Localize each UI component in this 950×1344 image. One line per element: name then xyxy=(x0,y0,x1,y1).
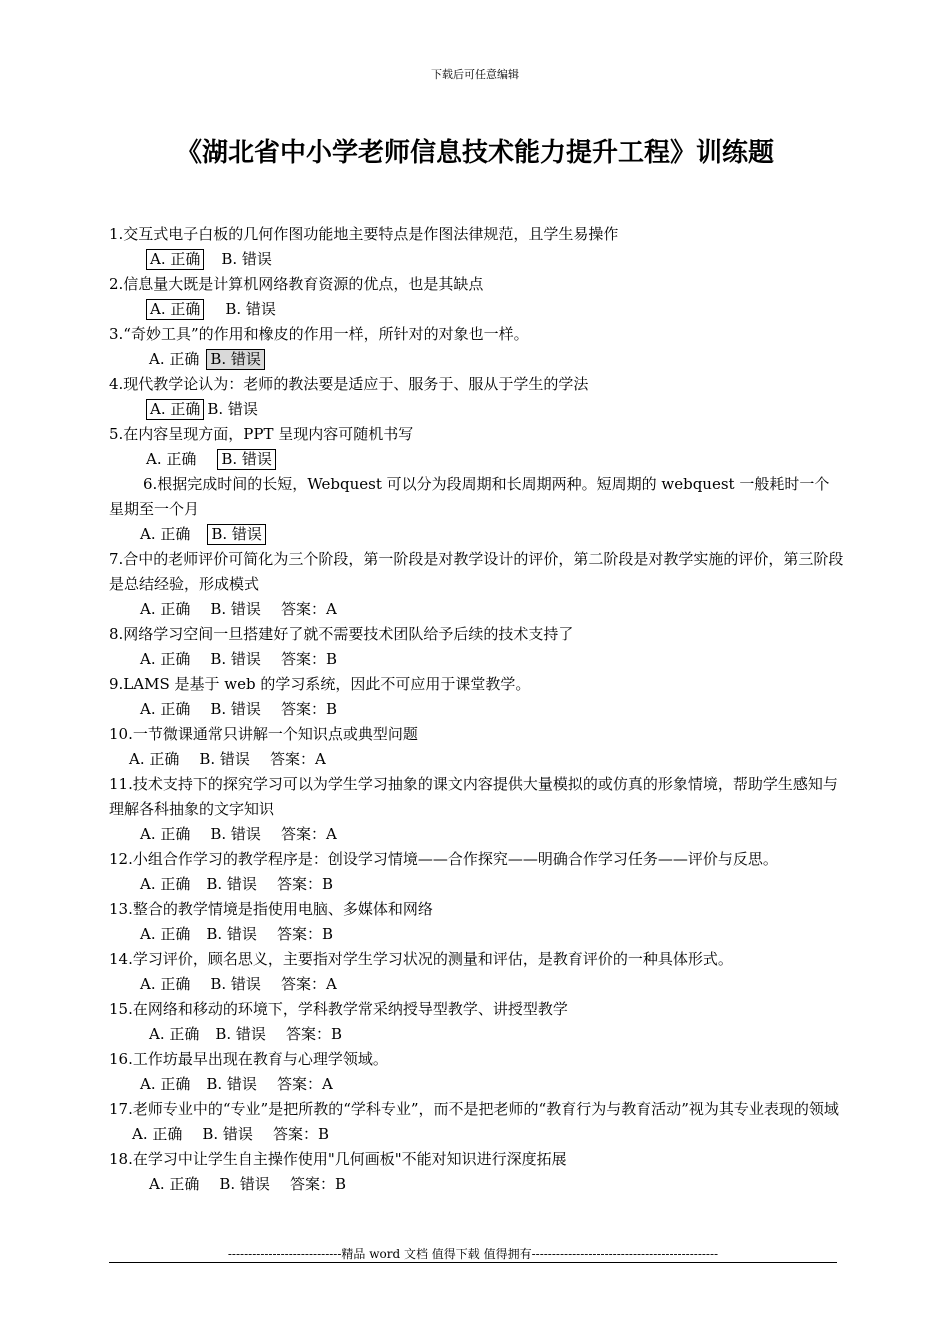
option-b[interactable]: B. 错误 xyxy=(210,975,261,993)
answer-options xyxy=(109,1072,844,1097)
answer-options xyxy=(109,697,844,722)
option-a[interactable]: A. 正确 xyxy=(140,525,191,543)
question-text: 5.在内容呈现方面，PPT 呈现内容可随机书写 xyxy=(109,425,414,443)
option-b[interactable]: B. 错误 xyxy=(207,524,266,545)
question-item xyxy=(109,897,844,947)
answer-options xyxy=(109,872,844,897)
option-a[interactable]: A. 正确 xyxy=(140,875,191,893)
option-a[interactable]: A. 正确 xyxy=(149,1175,200,1193)
answer-options xyxy=(109,247,844,272)
answer-options xyxy=(109,447,844,472)
answer-options xyxy=(109,922,844,947)
question-item xyxy=(109,772,844,847)
option-b[interactable]: B. 错误 xyxy=(210,700,261,718)
option-b[interactable]: B. 错误 xyxy=(206,349,265,370)
option-b[interactable]: B. 错误 xyxy=(207,400,258,418)
option-a[interactable]: A. 正确 xyxy=(146,399,204,420)
question-item xyxy=(109,997,844,1047)
option-b[interactable]: B. 错误 xyxy=(217,449,276,470)
answer-options xyxy=(109,297,844,322)
question-text: 7.合中的老师评价可简化为三个阶段，第一阶段是对教学设计的评价，第二阶段是对教学实施的评价，第三阶段是总结经验，形成模式 xyxy=(109,550,844,593)
footer-text: ----------------------------精品 word 文档 值得下载 值得拥有---------------------------------------------- xyxy=(227,1247,719,1261)
option-b[interactable]: B. 错误 xyxy=(219,1175,270,1193)
option-a[interactable]: A. 正确 xyxy=(146,299,204,320)
question-text: 8.网络学习空间一旦搭建好了就不需要技术团队给予后续的技术支持了 xyxy=(109,625,574,643)
question-item xyxy=(109,372,844,422)
page-title: 《湖北省中小学老师信息技术能力提升工程》训练题 xyxy=(175,138,774,168)
question-item xyxy=(109,947,844,997)
question-item xyxy=(109,1047,844,1097)
option-b[interactable]: B. 错误 xyxy=(199,750,250,768)
question-text: 18.在学习中让学生自主操作使用"几何画板"不能对知识进行深度拓展 xyxy=(109,1150,567,1168)
option-b[interactable]: B. 错误 xyxy=(210,650,261,668)
answer-options xyxy=(109,1122,844,1147)
question-item xyxy=(109,472,844,547)
question-item xyxy=(109,722,844,772)
question-text: 1.交互式电子白板的几何作图功能地主要特点是作图法律规范，且学生易操作 xyxy=(109,225,619,243)
question-text: 16.工作坊最早出现在教育与心理学领域。 xyxy=(109,1050,388,1068)
option-a[interactable]: A. 正确 xyxy=(140,600,191,618)
answer-options xyxy=(109,972,844,997)
question-item xyxy=(109,547,844,622)
option-a[interactable]: A. 正确 xyxy=(146,249,204,270)
question-item xyxy=(109,672,844,722)
question-text: 14.学习评价，顾名思义，主要指对学生学习状况的测量和评估，是教育评价的一种具体形式。 xyxy=(109,950,733,968)
question-item xyxy=(109,1097,844,1147)
answer-options xyxy=(109,747,844,772)
option-b[interactable]: B. 错误 xyxy=(221,250,272,268)
question-item xyxy=(109,1147,844,1197)
answer-key: 答案：B xyxy=(285,1025,342,1043)
answer-options xyxy=(109,822,844,847)
option-b[interactable]: B. 错误 xyxy=(225,300,276,318)
question-text: 2.信息量大既是计算机网络教育资源的优点，也是其缺点 xyxy=(109,275,484,293)
option-a[interactable]: A. 正确 xyxy=(140,650,191,668)
question-item xyxy=(109,622,844,672)
question-list xyxy=(109,222,844,1197)
question-text: 11.技术支持下的探究学习可以为学生学习抽象的课文内容提供大量模拟的或仿真的形象情境，帮助学生感知与理解各科抽象的文字知识 xyxy=(109,775,838,818)
answer-options xyxy=(109,1022,844,1047)
answer-key: 答案：B xyxy=(289,1175,346,1193)
answer-options xyxy=(109,1172,844,1197)
option-a[interactable]: A. 正确 xyxy=(140,1075,191,1093)
option-a[interactable]: A. 正确 xyxy=(149,350,200,368)
header-note: 下载后可任意编辑 xyxy=(431,68,519,81)
question-text: 17.老师专业中的“专业”是把所教的“学科专业”，而不是把老师的“教育行为与教育活动”视为其专业表现的领域 xyxy=(109,1100,839,1118)
question-item xyxy=(109,847,844,897)
option-b[interactable]: B. 错误 xyxy=(210,825,261,843)
answer-key: 答案：A xyxy=(280,825,337,843)
option-a[interactable]: A. 正确 xyxy=(140,825,191,843)
question-item xyxy=(109,422,844,472)
option-a[interactable]: A. 正确 xyxy=(140,925,191,943)
question-text: 13.整合的教学情境是指使用电脑、多媒体和网络 xyxy=(109,900,433,918)
answer-options xyxy=(109,397,844,422)
option-a[interactable]: A. 正确 xyxy=(132,1125,183,1143)
answer-options xyxy=(109,597,844,622)
question-text: 6.根据完成时间的长短，Webquest 可以分为段周期和长周期两种。短周期的 webquest 一般耗时一个星期至一个月 xyxy=(109,475,830,518)
answer-key: 答案：A xyxy=(269,750,326,768)
question-item xyxy=(109,222,844,272)
answer-key: 答案：B xyxy=(272,1125,329,1143)
answer-key: 答案：B xyxy=(276,875,333,893)
footer-rule xyxy=(109,1262,837,1263)
question-text: 12.小组合作学习的教学程序是：创设学习情境——合作探究——明确合作学习任务——评价与反思。 xyxy=(109,850,778,868)
option-b[interactable]: B. 错误 xyxy=(210,600,261,618)
question-text: 4.现代教学论认为：老师的教法要是适应于、服务于、服从于学生的学法 xyxy=(109,375,589,393)
option-b[interactable]: B. 错误 xyxy=(206,925,257,943)
question-item xyxy=(109,272,844,322)
option-a[interactable]: A. 正确 xyxy=(146,450,197,468)
option-b[interactable]: B. 错误 xyxy=(215,1025,266,1043)
option-a[interactable]: A. 正确 xyxy=(149,1025,200,1043)
option-a[interactable]: A. 正确 xyxy=(140,975,191,993)
option-a[interactable]: A. 正确 xyxy=(140,700,191,718)
answer-options xyxy=(109,522,844,547)
option-a[interactable]: A. 正确 xyxy=(129,750,180,768)
answer-key: 答案：B xyxy=(280,700,337,718)
answer-key: 答案：B xyxy=(280,650,337,668)
question-text: 9.LAMS 是基于 web 的学习系统，因此不可应用于课堂教学。 xyxy=(109,675,531,693)
answer-key: 答案：A xyxy=(276,1075,333,1093)
question-item xyxy=(109,322,844,372)
answer-key: 答案：A xyxy=(280,975,337,993)
option-b[interactable]: B. 错误 xyxy=(206,1075,257,1093)
question-text: 15.在网络和移动的环境下，学科教学常采纳授导型教学、讲授型教学 xyxy=(109,1000,568,1018)
option-b[interactable]: B. 错误 xyxy=(206,875,257,893)
answer-options xyxy=(109,347,844,372)
answer-key: 答案：B xyxy=(276,925,333,943)
answer-options xyxy=(109,647,844,672)
option-b[interactable]: B. 错误 xyxy=(202,1125,253,1143)
question-text: 10.一节微课通常只讲解一个知识点或典型问题 xyxy=(109,725,418,743)
answer-key: 答案：A xyxy=(280,600,337,618)
question-text: 3.“奇妙工具”的作用和橡皮的作用一样，所针对的对象也一样。 xyxy=(109,325,529,343)
